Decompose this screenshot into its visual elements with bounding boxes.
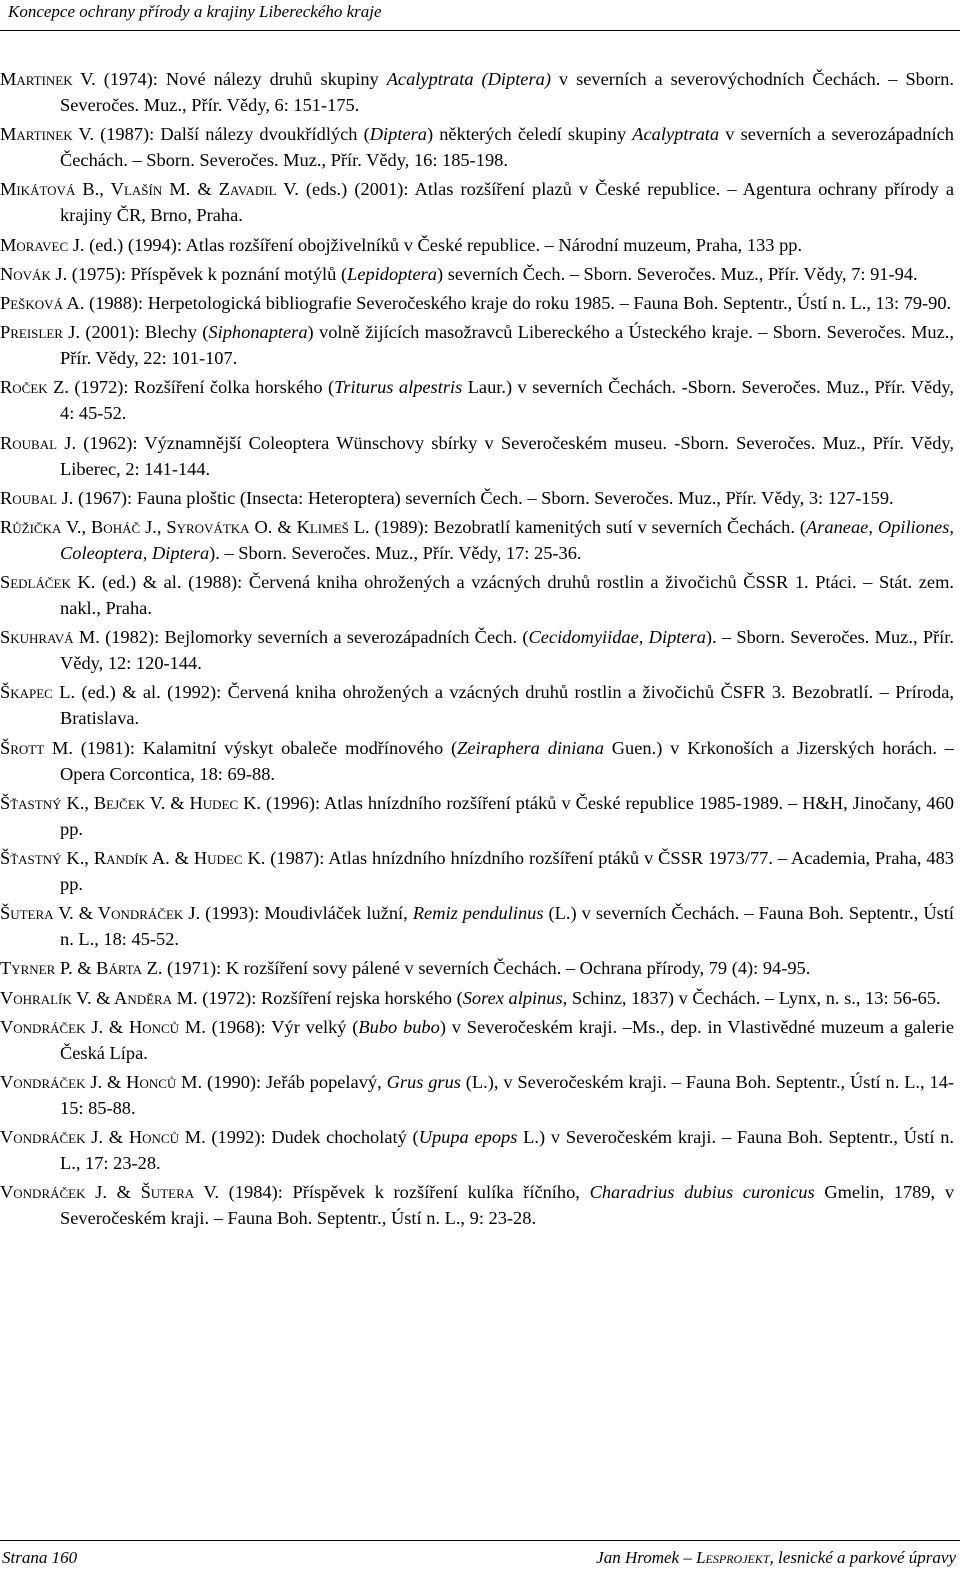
reference-text: Guen.) v Krkonoších a Jizerských horách. – Opera Corcontica, 18: 69-88. bbox=[60, 737, 955, 784]
reference-text: ) v Severočeském kraji. –Ms., dep. in Vlastivědné muzeum a galerie Česká Lípa. bbox=[60, 1016, 955, 1063]
reference-taxon: Upupa epops bbox=[418, 1127, 518, 1148]
reference-author: Roček Z. bbox=[0, 377, 69, 398]
reference-entry bbox=[0, 430, 954, 482]
reference-author: Vondráček J. & Honců M. bbox=[0, 1071, 203, 1092]
reference-author: Šutera V. & Vondráček J. bbox=[0, 903, 201, 924]
reference-list bbox=[0, 66, 954, 1235]
reference-author: Tyrner P. & Bárta Z. bbox=[0, 958, 163, 979]
reference-entry bbox=[0, 790, 954, 842]
reference-taxon: Bubo bubo bbox=[358, 1016, 440, 1037]
reference-text: (2001): Blechy ( bbox=[80, 322, 209, 343]
reference-text: (1972): Rozšíření čolka horského ( bbox=[68, 377, 335, 398]
reference-author: Šťastný K., Bejček V. & Hudec K. bbox=[0, 792, 262, 813]
reference-entry bbox=[0, 1014, 954, 1066]
reference-text: (1962): Významnější Coleoptera Wünschovy sbírky v Severočeském museu. -Sborn. Severočes. Muz., Přír. Vědy, Liberec, 2: 141-144. bbox=[60, 432, 954, 479]
reference-text: v severních a severozápadních Čechách. – Sborn. Severočes. Muz., Přír. Vědy, 16: 185-198. bbox=[60, 124, 954, 171]
reference-taxon: Cecidomyiidae, Diptera bbox=[528, 627, 706, 648]
reference-entry bbox=[0, 176, 954, 228]
reference-entry bbox=[0, 735, 954, 787]
reference-text: (1984): Příspěvek k rozšíření kulíka říčního, bbox=[219, 1182, 590, 1203]
footer-author-suffix: , lesnické a parkové úpravy bbox=[769, 1548, 956, 1567]
header-rule bbox=[0, 30, 960, 31]
reference-text: (1987): Další nálezy dvoukřídlých ( bbox=[93, 124, 370, 145]
reference-author: Vondráček J. & Šutera V. bbox=[0, 1182, 219, 1203]
reference-text: ). – Sborn. Severočes. Muz., Přír. Vědy, 12: 120-144. bbox=[60, 627, 954, 674]
reference-text: (1968): Výr velký ( bbox=[205, 1016, 359, 1037]
reference-author: Šrott M. bbox=[0, 737, 73, 758]
reference-text: , Schinz, 1837) v Čechách. – Lynx, n. s., 13: 56-65. bbox=[562, 987, 941, 1008]
reference-entry bbox=[0, 679, 954, 731]
reference-text: v severních a severovýchodních Čechách. – Sborn. Severočes. Muz., Přír. Vědy, 6: 151-175. bbox=[60, 69, 954, 115]
running-header: Koncepce ochrany přírody a krajiny Libereckého kraje bbox=[8, 2, 382, 21]
reference-taxon: Lepidoptera bbox=[347, 263, 437, 284]
reference-text: (1972): Rozšíření rejska horského ( bbox=[197, 987, 463, 1008]
reference-entry bbox=[0, 485, 954, 511]
reference-taxon: Acalyptrata (Diptera) bbox=[386, 69, 551, 89]
reference-text: (L.), v Severočeském kraji. – Fauna Boh. Septentr., Ústí n. L., 14-15: 85-88. bbox=[60, 1071, 955, 1118]
reference-author: Škapec L. bbox=[0, 682, 76, 703]
page-number: Strana 160 bbox=[2, 1548, 78, 1567]
reference-taxon: Siphonaptera bbox=[208, 322, 308, 343]
reference-entry bbox=[0, 845, 954, 897]
reference-taxon: Remiz pendulinus bbox=[412, 903, 544, 924]
reference-text: Laur.) v severních Čechách. -Sborn. Severočes. Muz., Přír. Vědy, 4: 45-52. bbox=[60, 377, 955, 424]
reference-entry bbox=[0, 121, 954, 173]
reference-entry bbox=[0, 1179, 954, 1231]
reference-entry bbox=[0, 1124, 954, 1176]
reference-author: Martinek V. bbox=[0, 69, 96, 89]
reference-entry bbox=[0, 514, 954, 566]
reference-text: (1993): Moudivláček lužní, bbox=[200, 903, 413, 924]
footer-author-prefix: Jan Hromek – bbox=[596, 1548, 697, 1567]
reference-text: L.) v Severočeském kraji. – Fauna Boh. Septentr., Ústí n. L., 17: 23-28. bbox=[60, 1127, 954, 1174]
footer-author bbox=[596, 1548, 956, 1568]
reference-text: (1974): Nové nálezy druhů skupiny bbox=[95, 69, 387, 89]
reference-entry bbox=[0, 66, 954, 118]
reference-entry bbox=[0, 569, 954, 621]
reference-text: (1996): Atlas hnízdního rozšíření ptáků v České republice 1985-1989. – H&H, Jinočany, 460 pp. bbox=[60, 792, 954, 839]
reference-author: Růžička V., Boháč J., Syrovátka O. & Klimeš L. bbox=[0, 516, 370, 537]
reference-taxon: Zeiraphera diniana bbox=[457, 737, 604, 758]
reference-text: (1987): Atlas hnízdního hnízdního rozšíření ptáků v ČSSR 1973/77. – Academia, Praha, 483 pp. bbox=[60, 848, 954, 894]
reference-text: ) volně žijících masožravců Libereckého a Ústeckého kraje. – Sborn. Severočes. Muz., Přír. Vědy, 22: 101-107. bbox=[60, 322, 954, 369]
reference-taxon: Charadrius dubius curonicus bbox=[589, 1182, 815, 1203]
reference-taxon: Sorex alpinus bbox=[462, 987, 563, 1008]
reference-entry bbox=[0, 624, 954, 676]
reference-text: (ed.) & al. (1992): Červená kniha ohrožených a vzácných druhů rostlin a živočichů ČSFR 3. Bezobratlí. – Príroda, Bratislava. bbox=[60, 682, 954, 729]
reference-taxon: Araneae, Opiliones, Coleoptera, Diptera bbox=[60, 516, 954, 563]
reference-entry bbox=[0, 955, 954, 981]
reference-entry bbox=[0, 319, 954, 371]
reference-entry bbox=[0, 232, 954, 258]
reference-entry bbox=[0, 985, 954, 1011]
reference-author: Moravec J. bbox=[0, 234, 85, 255]
reference-text: (1971): K rozšíření sovy pálené v severních Čechách. – Ochrana přírody, 79 (4): 94-95. bbox=[162, 958, 811, 979]
reference-text: ) severních Čech. – Sborn. Severočes. Muz., Přír. Vědy, 7: 91-94. bbox=[437, 263, 918, 284]
reference-text: Gmelin, 1789, v Severočeském kraji. – Fauna Boh. Septentr., Ústí n. L., 9: 23-28. bbox=[60, 1182, 955, 1229]
reference-author: Pešková A. bbox=[0, 292, 85, 313]
reference-taxon: Acalyptrata bbox=[632, 124, 720, 145]
reference-text: (1988): Herpetologická bibliografie Severočeského kraje do roku 1985. – Fauna Boh. Septentr., Ústí n. L., 13: 79-90. bbox=[84, 292, 952, 313]
reference-author: Vondráček J. & Honců M. bbox=[0, 1016, 206, 1037]
reference-author: Sedláček K. bbox=[0, 572, 96, 593]
reference-taxon: Grus grus bbox=[386, 1071, 461, 1092]
reference-author: Vohralík V. & Anděra M. bbox=[0, 987, 198, 1008]
reference-text: (ed.) & al. (1988): Červená kniha ohrožených a vzácných druhů rostlin a živočichů ČSSR 1. Ptáci. – Stát. zem. nakl., Praha. bbox=[60, 572, 954, 619]
reference-author: Skuhravá M. bbox=[0, 627, 100, 648]
reference-author: Šťastný K., Randík A. & Hudec K. bbox=[0, 848, 266, 868]
reference-text: (1992): Dudek chocholatý ( bbox=[205, 1127, 419, 1148]
reference-text: (eds.) (2001): Atlas rozšíření plazů v České republice. – Agentura ochrany přírody a krajiny ČR, Brno, Praha. bbox=[60, 179, 954, 226]
reference-text: (ed.) (1994): Atlas rozšíření obojživelníků v České republice. – Národní muzeum, Praha, 133 pp. bbox=[84, 234, 803, 255]
reference-entry bbox=[0, 374, 954, 426]
reference-entry bbox=[0, 900, 954, 952]
reference-author: Roubal J. bbox=[0, 487, 74, 508]
reference-author: Vondráček J. & Honců M. bbox=[0, 1127, 206, 1148]
reference-text: (1975): Příspěvek k poznání motýlů ( bbox=[67, 263, 348, 284]
reference-author: Martinek V. bbox=[0, 124, 94, 145]
reference-author: Mikátová B., Vlašín M. & Zavadil V. bbox=[0, 179, 299, 200]
reference-text: (L.) v severních Čechách. – Fauna Boh. Septentr., Ústí n. L., 18: 45-52. bbox=[60, 903, 955, 950]
reference-text: (1989): Bezobratlí kamenitých sutí v severních Čechách. ( bbox=[369, 516, 807, 537]
footer-rule bbox=[0, 1540, 960, 1541]
reference-text: (1981): Kalamitní výskyt obaleče modřínového ( bbox=[72, 737, 458, 758]
reference-taxon: Diptera bbox=[369, 124, 427, 145]
reference-text: (1967): Fauna ploštic (Insecta: Heteroptera) severních Čech. – Sborn. Severočes. Muz., Přír. Vědy, 3: 127-159. bbox=[73, 487, 894, 508]
reference-text: ). – Sborn. Severočes. Muz., Přír. Vědy, 17: 25-36. bbox=[209, 542, 582, 563]
reference-entry bbox=[0, 1069, 954, 1121]
reference-author: Roubal J. bbox=[0, 432, 77, 453]
reference-author: Preisler J. bbox=[0, 322, 81, 343]
reference-entry bbox=[0, 290, 954, 316]
reference-text: (1990): Jeřáb popelavý, bbox=[202, 1071, 387, 1092]
reference-entry bbox=[0, 261, 954, 287]
footer-company: Lesprojekt bbox=[696, 1548, 770, 1567]
reference-taxon: Triturus alpestris bbox=[334, 377, 463, 398]
reference-text: ) některých čeledí skupiny bbox=[426, 124, 633, 145]
reference-text: (1982): Bejlomorky severních a severozápadních Čech. ( bbox=[99, 627, 529, 648]
reference-author: Novák J. bbox=[0, 263, 68, 284]
